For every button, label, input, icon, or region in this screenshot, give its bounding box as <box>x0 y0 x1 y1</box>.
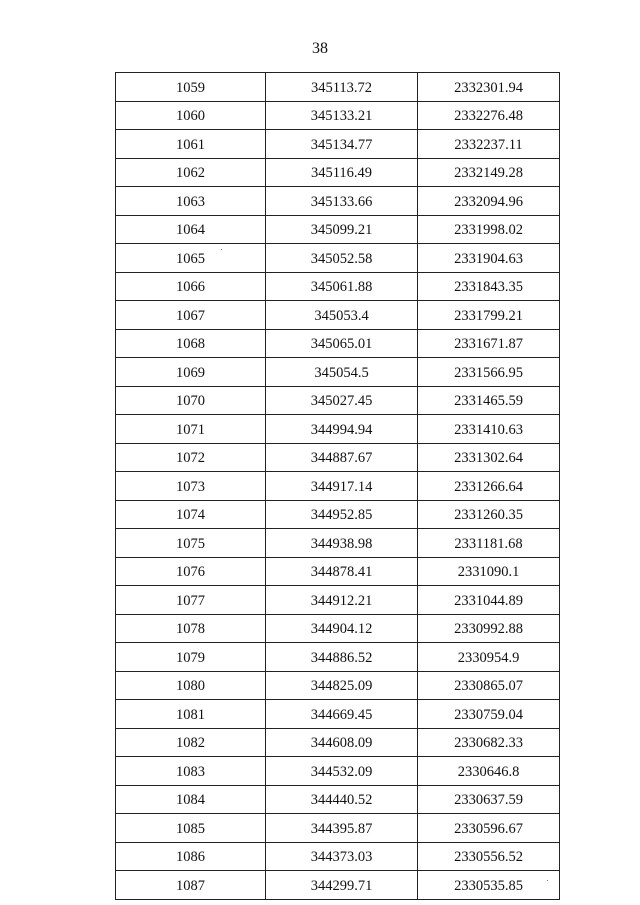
table-row <box>116 614 560 643</box>
point-id-cell: 1065 <box>116 244 266 273</box>
y-coordinate-cell: 2331302.64 <box>418 443 560 472</box>
point-id-cell: 1082 <box>116 728 266 757</box>
x-coordinate-cell: 344373.03 <box>266 842 418 871</box>
x-coordinate-cell: 344669.45 <box>266 700 418 729</box>
y-coordinate-cell: 2330556.52 <box>418 842 560 871</box>
y-coordinate-cell: 2330637.59 <box>418 785 560 814</box>
x-coordinate-cell: 345134.77 <box>266 130 418 159</box>
y-coordinate-cell: 2331904.63 <box>418 244 560 273</box>
point-id-cell: 1086 <box>116 842 266 871</box>
x-coordinate-cell: 344532.09 <box>266 757 418 786</box>
y-coordinate-cell: 2332276.48 <box>418 101 560 130</box>
x-coordinate-cell: 345061.88 <box>266 272 418 301</box>
point-id-cell: 1084 <box>116 785 266 814</box>
y-coordinate-cell: 2331260.35 <box>418 500 560 529</box>
table-row <box>116 358 560 387</box>
scan-speck <box>221 249 222 250</box>
table-row <box>116 871 560 900</box>
y-coordinate-cell: 2331410.63 <box>418 415 560 444</box>
table-row <box>116 415 560 444</box>
table-row <box>116 386 560 415</box>
point-id-cell: 1068 <box>116 329 266 358</box>
table-row <box>116 842 560 871</box>
y-coordinate-cell: 2330535.85 <box>418 871 560 900</box>
x-coordinate-cell: 344887.67 <box>266 443 418 472</box>
scan-speck <box>547 880 548 881</box>
table-row <box>116 557 560 586</box>
y-coordinate-cell: 2331465.59 <box>418 386 560 415</box>
x-coordinate-cell: 345053.4 <box>266 301 418 330</box>
table-row <box>116 244 560 273</box>
table-row <box>116 130 560 159</box>
point-id-cell: 1066 <box>116 272 266 301</box>
x-coordinate-cell: 344994.94 <box>266 415 418 444</box>
x-coordinate-cell: 345054.5 <box>266 358 418 387</box>
x-coordinate-cell: 345065.01 <box>266 329 418 358</box>
y-coordinate-cell: 2332237.11 <box>418 130 560 159</box>
y-coordinate-cell: 2330759.04 <box>418 700 560 729</box>
x-coordinate-cell: 345133.21 <box>266 101 418 130</box>
x-coordinate-cell: 344878.41 <box>266 557 418 586</box>
point-id-cell: 1069 <box>116 358 266 387</box>
x-coordinate-cell: 345133.66 <box>266 187 418 216</box>
x-coordinate-cell: 345027.45 <box>266 386 418 415</box>
y-coordinate-cell: 2330992.88 <box>418 614 560 643</box>
point-id-cell: 1061 <box>116 130 266 159</box>
point-id-cell: 1067 <box>116 301 266 330</box>
y-coordinate-cell: 2330865.07 <box>418 671 560 700</box>
point-id-cell: 1063 <box>116 187 266 216</box>
table-row <box>116 158 560 187</box>
table-row <box>116 500 560 529</box>
x-coordinate-cell: 344938.98 <box>266 529 418 558</box>
x-coordinate-cell: 344917.14 <box>266 472 418 501</box>
table-row <box>116 586 560 615</box>
point-id-cell: 1077 <box>116 586 266 615</box>
point-id-cell: 1064 <box>116 215 266 244</box>
table-row <box>116 728 560 757</box>
point-id-cell: 1078 <box>116 614 266 643</box>
x-coordinate-cell: 344299.71 <box>266 871 418 900</box>
table-row <box>116 101 560 130</box>
table-row <box>116 272 560 301</box>
x-coordinate-cell: 344825.09 <box>266 671 418 700</box>
x-coordinate-cell: 344440.52 <box>266 785 418 814</box>
y-coordinate-cell: 2331566.95 <box>418 358 560 387</box>
table-row <box>116 643 560 672</box>
coordinate-table <box>115 72 560 900</box>
y-coordinate-cell: 2332094.96 <box>418 187 560 216</box>
point-id-cell: 1080 <box>116 671 266 700</box>
x-coordinate-cell: 344952.85 <box>266 500 418 529</box>
x-coordinate-cell: 344912.21 <box>266 586 418 615</box>
point-id-cell: 1081 <box>116 700 266 729</box>
y-coordinate-cell: 2331799.21 <box>418 301 560 330</box>
y-coordinate-cell: 2330646.8 <box>418 757 560 786</box>
y-coordinate-cell: 2331671.87 <box>418 329 560 358</box>
table-row <box>116 329 560 358</box>
point-id-cell: 1071 <box>116 415 266 444</box>
table-row <box>116 73 560 102</box>
point-id-cell: 1087 <box>116 871 266 900</box>
x-coordinate-cell: 345052.58 <box>266 244 418 273</box>
point-id-cell: 1062 <box>116 158 266 187</box>
point-id-cell: 1072 <box>116 443 266 472</box>
table-row <box>116 700 560 729</box>
y-coordinate-cell: 2330682.33 <box>418 728 560 757</box>
x-coordinate-cell: 345113.72 <box>266 73 418 102</box>
y-coordinate-cell: 2331090.1 <box>418 557 560 586</box>
point-id-cell: 1070 <box>116 386 266 415</box>
y-coordinate-cell: 2331181.68 <box>418 529 560 558</box>
point-id-cell: 1073 <box>116 472 266 501</box>
x-coordinate-cell: 344395.87 <box>266 814 418 843</box>
table-row <box>116 472 560 501</box>
point-id-cell: 1075 <box>116 529 266 558</box>
x-coordinate-cell: 345116.49 <box>266 158 418 187</box>
table-row <box>116 529 560 558</box>
x-coordinate-cell: 344608.09 <box>266 728 418 757</box>
table-row <box>116 443 560 472</box>
y-coordinate-cell: 2331266.64 <box>418 472 560 501</box>
table-row <box>116 785 560 814</box>
y-coordinate-cell: 2332149.28 <box>418 158 560 187</box>
y-coordinate-cell: 2330596.67 <box>418 814 560 843</box>
x-coordinate-cell: 344886.52 <box>266 643 418 672</box>
y-coordinate-cell: 2331998.02 <box>418 215 560 244</box>
table-row <box>116 671 560 700</box>
x-coordinate-cell: 344904.12 <box>266 614 418 643</box>
table-row <box>116 187 560 216</box>
y-coordinate-cell: 2331843.35 <box>418 272 560 301</box>
point-id-cell: 1074 <box>116 500 266 529</box>
table-row <box>116 814 560 843</box>
table-row <box>116 757 560 786</box>
page-number: 38 <box>312 40 328 57</box>
point-id-cell: 1085 <box>116 814 266 843</box>
point-id-cell: 1083 <box>116 757 266 786</box>
point-id-cell: 1079 <box>116 643 266 672</box>
y-coordinate-cell: 2332301.94 <box>418 73 560 102</box>
table-row <box>116 215 560 244</box>
coordinate-table-body <box>116 73 560 900</box>
point-id-cell: 1076 <box>116 557 266 586</box>
y-coordinate-cell: 2331044.89 <box>418 586 560 615</box>
y-coordinate-cell: 2330954.9 <box>418 643 560 672</box>
x-coordinate-cell: 345099.21 <box>266 215 418 244</box>
table-row <box>116 301 560 330</box>
point-id-cell: 1059 <box>116 73 266 102</box>
point-id-cell: 1060 <box>116 101 266 130</box>
